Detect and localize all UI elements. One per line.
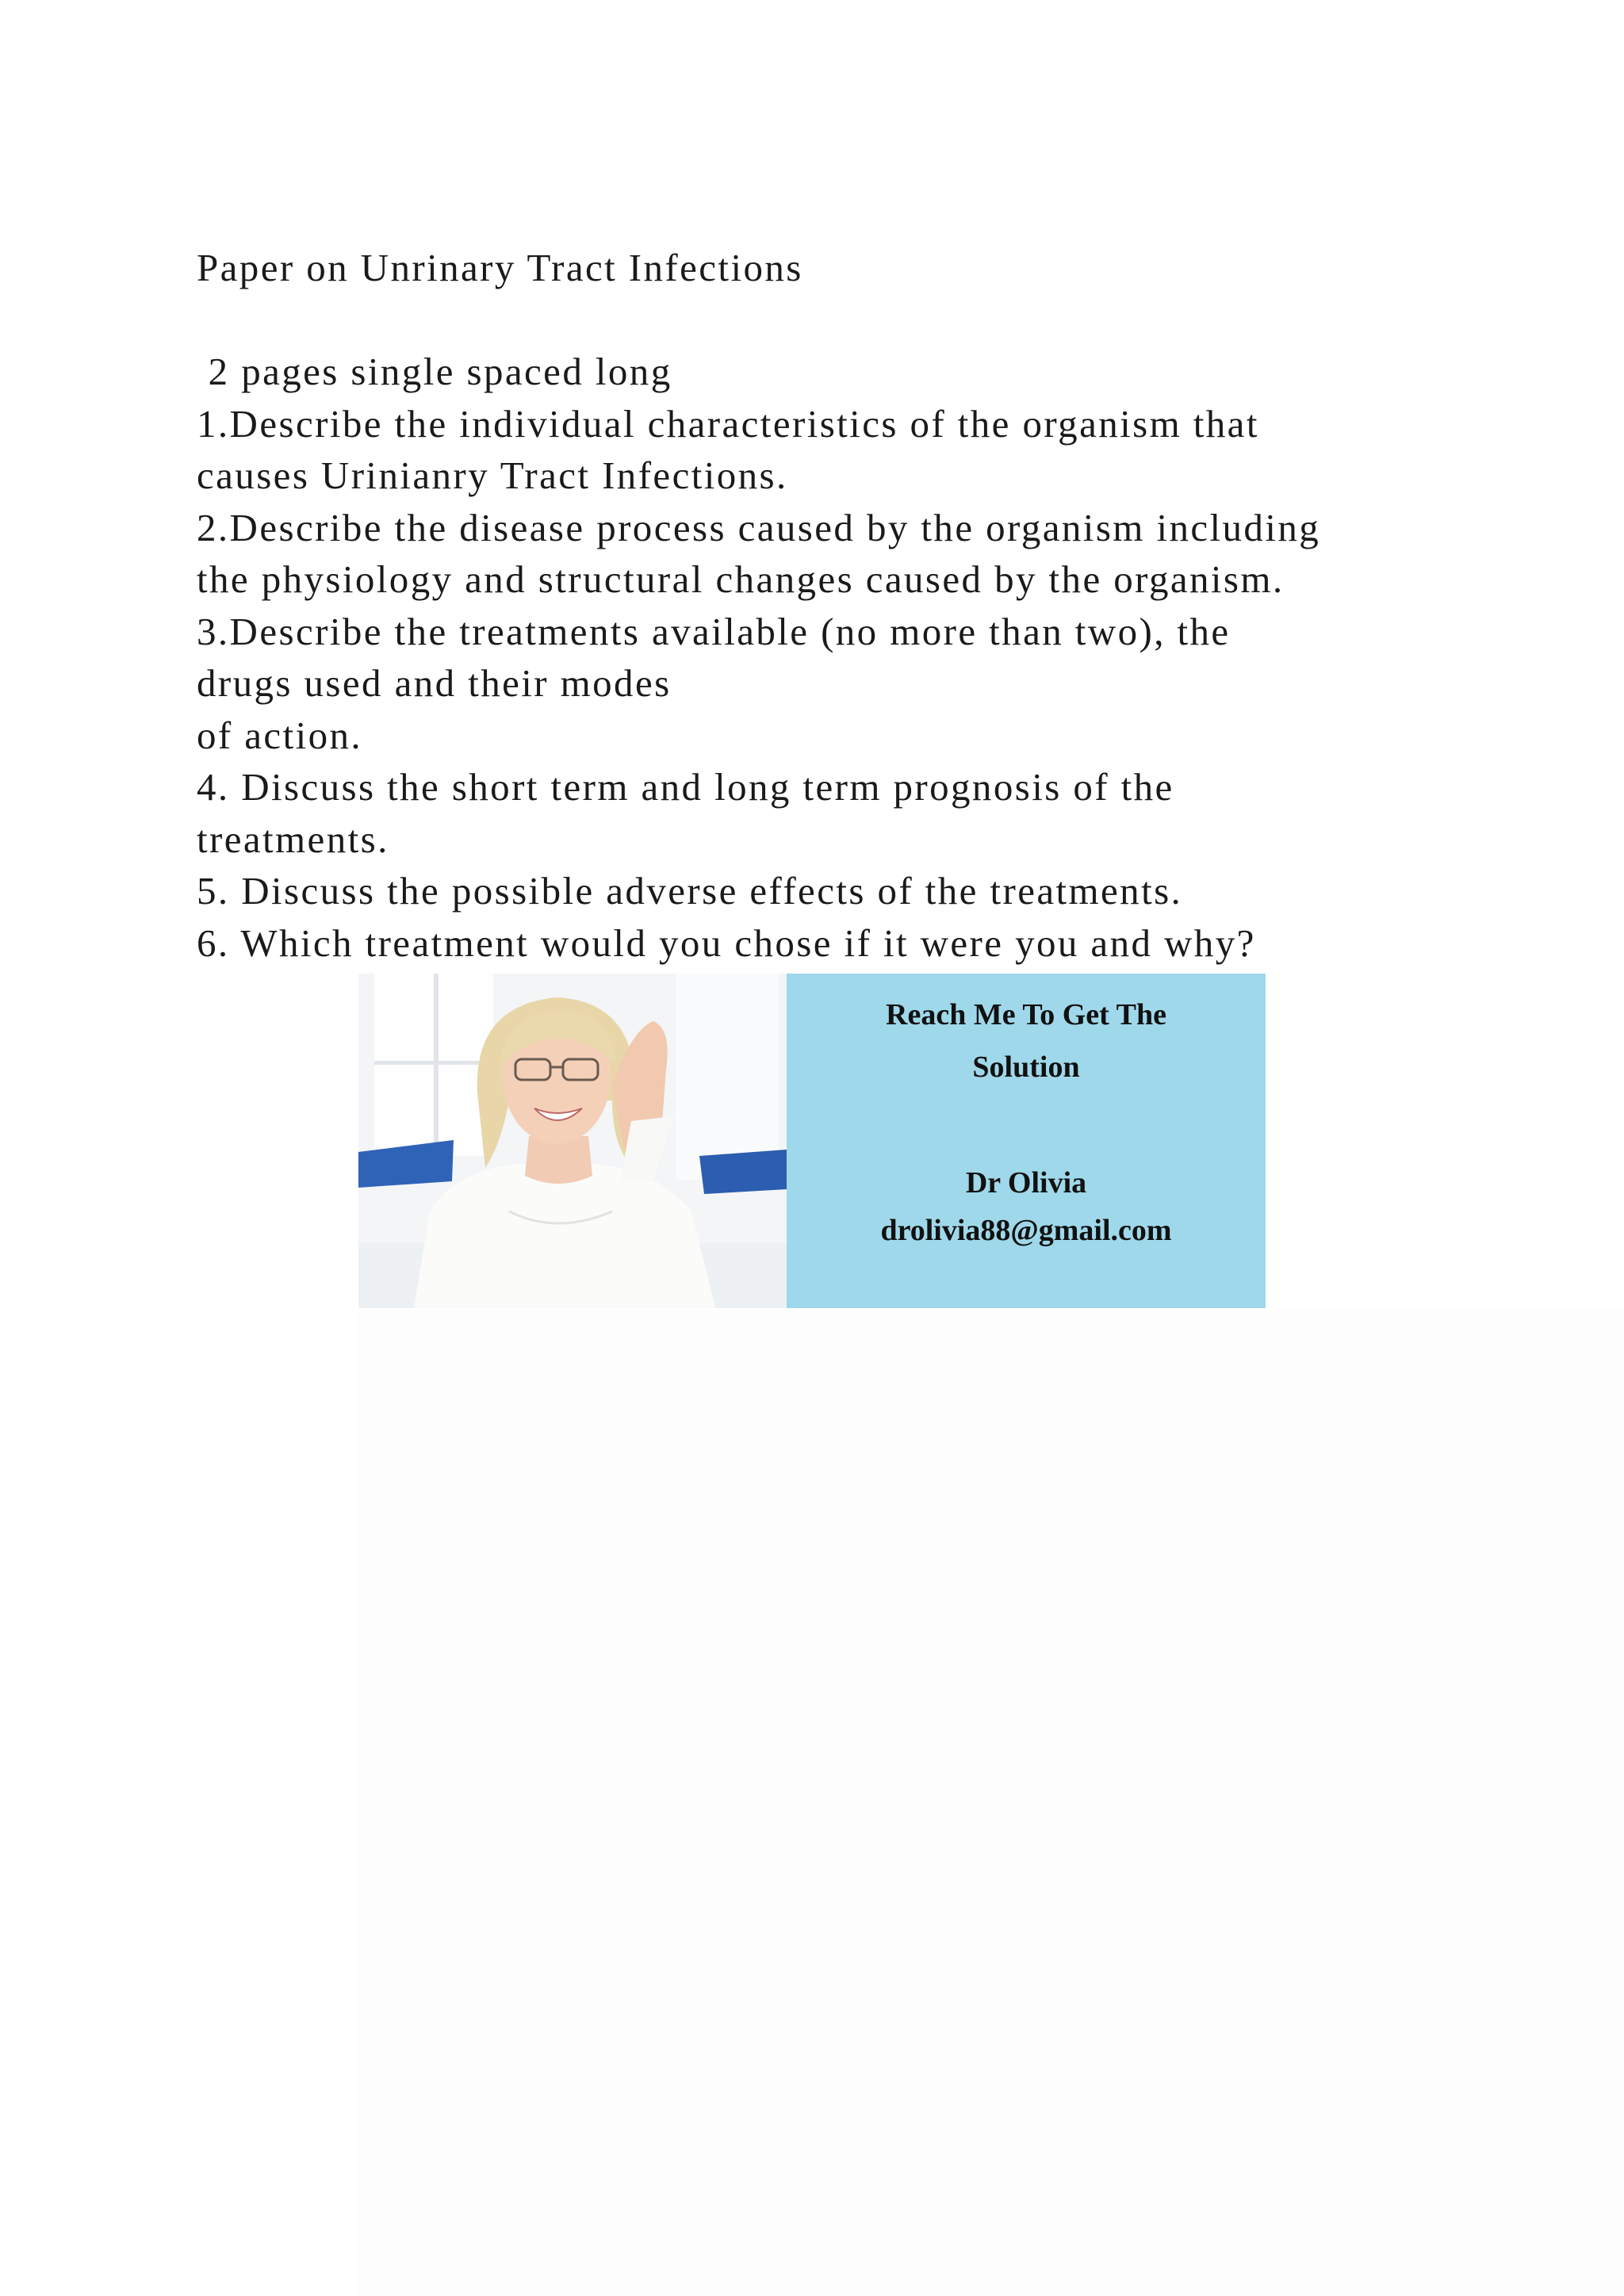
text-line: 1.Describe the individual characteristics of the organism that <box>197 401 1259 446</box>
text-line: the physiology and structural changes caused by the organism. <box>197 557 1285 601</box>
contact-info-panel <box>787 974 1266 1308</box>
text-line: treatments. <box>197 817 389 861</box>
banner-headline: Reach Me To Get The <box>886 998 1166 1031</box>
woman-photo <box>358 974 787 1308</box>
contact-email: drolivia88@gmail.com <box>880 1214 1172 1247</box>
document-title: Paper on Unrinary Tract Infections <box>197 246 803 289</box>
contact-banner-image <box>358 974 1266 1308</box>
contact-name: Dr Olivia <box>965 1166 1087 1200</box>
text-line: causes Urinianry Tract Infections. <box>197 453 788 497</box>
document-body <box>197 242 1497 969</box>
text-line: 2 pages single spaced long <box>197 350 672 393</box>
text-line: 3.Describe the treatments available (no more than two), the <box>197 609 1231 653</box>
text-line: drugs used and their modes <box>197 661 672 705</box>
banner-subheadline: Solution <box>972 1050 1080 1084</box>
text-line: 4. Discuss the short term and long term prognosis of the <box>197 765 1174 809</box>
text-line: 6. Which treatment would you chose if it were you and why? <box>197 920 1256 965</box>
text-line: 5. Discuss the possible adverse effects of the treatments. <box>197 869 1183 913</box>
page-shading <box>358 1310 1624 2296</box>
text-line: of action. <box>197 713 363 757</box>
text-line: 2.Describe the disease process caused by the organism including <box>197 505 1321 549</box>
